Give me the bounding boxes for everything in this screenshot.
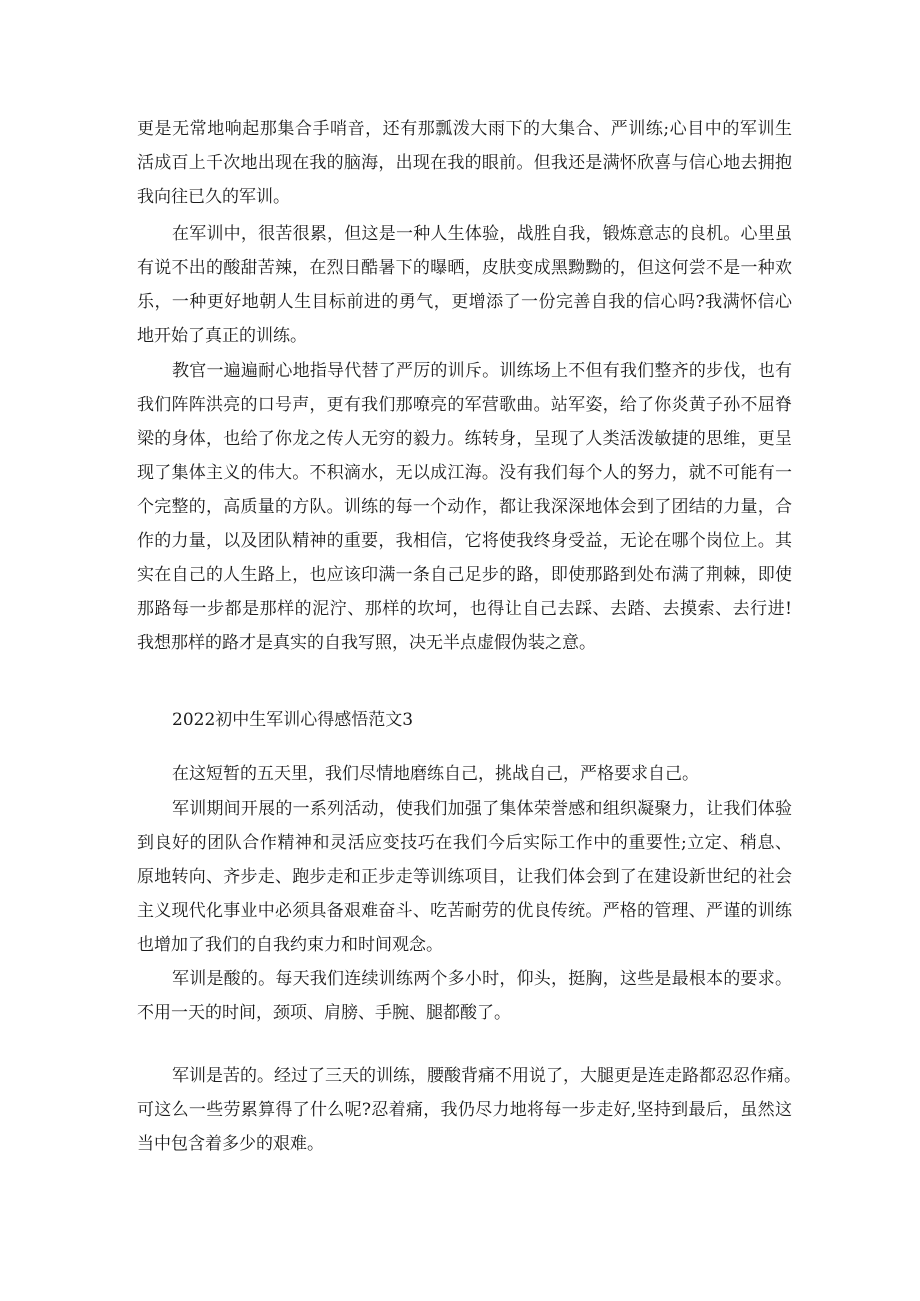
paragraph-line: 那路每一步都是那样的泥泞、那样的坎坷，也得让自己去踩、去踏、去摸索、去行进! (137, 599, 792, 619)
paragraph-line: 主义现代化事业中必须具备艰难奋斗、吃苦耐劳的优良传统。严格的管理、严谨的训练 (137, 901, 792, 921)
paragraph-5 (137, 792, 792, 962)
paragraph-line: 现了集体主义的伟大。不积滴水，无以成江海。没有我们每个人的努力，就不可能有一 (137, 463, 792, 483)
paragraph-line: 地开始了真正的训练。 (137, 326, 307, 346)
paragraph-line: 可这么一些劳累算得了什么呢?忍着痛，我仍尽力地将每一步走好,坚持到最后，虽然这 (137, 1100, 792, 1120)
paragraph-1 (137, 112, 792, 214)
paragraph-line: 作的力量，以及团队精神的重要，我相信，它将使我终身受益，无论在哪个岗位上。其 (137, 531, 792, 551)
paragraph-line: 军训是苦的。经过了三天的训练，腰酸背痛不用说了，大腿更是连走路都忍忍作痛。 (172, 1066, 801, 1086)
section-heading: 2022初中生军训心得感悟范文3 (172, 710, 414, 730)
paragraph-line: 军训期间开展的一系列活动，使我们加强了集体荣誉感和组织凝聚力，让我们体验 (172, 799, 792, 819)
paragraph-line: 更是无常地响起那集合手哨音，还有那瓢泼大雨下的大集合、严训练;心目中的军训生 (137, 119, 792, 139)
paragraph-line: 有说不出的酸甜苦辣，在烈日酷暑下的曝晒，皮肤变成黑黝黝的，但这何尝不是一种欢 (137, 258, 792, 278)
paragraph-line: 在军训中，很苦很累，但这是一种人生体验，战胜自我，锻炼意志的良机。心里虽 (172, 224, 792, 244)
paragraph-line: 到良好的团队合作精神和灵活应变技巧在我们今后实际工作中的重要性;立定、稍息、 (137, 833, 792, 853)
paragraph-line: 个完整的，高质量的方队。训练的每一个动作，都让我深深地体会到了团结的力量，合 (137, 497, 792, 517)
paragraph-line: 活成百上千次地出现在我的脑海，出现在我的眼前。但我还是满怀欣喜与信心地去拥抱 (137, 153, 792, 173)
paragraph-line: 我向往已久的军训。 (137, 187, 290, 207)
paragraph-line: 梁的身体，也给了你龙之传人无穷的毅力。练转身，呈现了人类活泼敏捷的思维，更呈 (137, 429, 792, 449)
paragraph-3 (137, 354, 792, 660)
paragraph-line: 也增加了我们的自我约束力和时间观念。 (137, 935, 443, 955)
paragraph-line: 不用一天的时间，颈项、肩膀、手腕、腿都酸了。 (137, 1003, 511, 1023)
paragraph-4 (137, 757, 792, 791)
paragraph-line: 在这短暂的五天里，我们尽情地磨练自己，挑战自己，严格要求自己。 (172, 764, 699, 784)
paragraph-line: 我想那样的路才是真实的自我写照，决无半点虚假伪装之意。 (137, 633, 596, 653)
paragraph-6 (137, 962, 792, 1030)
paragraph-line: 乐，一种更好地朝人生目标前进的勇气，更增添了一份完善自我的信心吗?我满怀信心 (137, 292, 792, 312)
paragraph-line: 实在自己的人生路上，也应该印满一条自己足步的路，即使那路到处布满了荆棘，即使 (137, 565, 792, 585)
paragraph-line: 当中包含着多少的艰难。 (137, 1134, 324, 1154)
paragraph-2 (137, 217, 792, 353)
paragraph-line: 教官一遍遍耐心地指导代替了严厉的训斥。训练场上不但有我们整齐的步伐，也有 (172, 361, 792, 381)
paragraph-line: 军训是酸的。每天我们连续训练两个多小时，仰头，挺胸，这些是最根本的要求。 (172, 969, 792, 989)
paragraph-line: 原地转向、齐步走、跑步走和正步走等训练项目，让我们体会到了在建设新世纪的社会 (137, 867, 792, 887)
paragraph-7 (137, 1059, 801, 1161)
paragraph-line: 我们阵阵洪亮的口号声，更有我们那嘹亮的军营歌曲。站军姿，给了你炎黄子孙不屈脊 (137, 395, 792, 415)
